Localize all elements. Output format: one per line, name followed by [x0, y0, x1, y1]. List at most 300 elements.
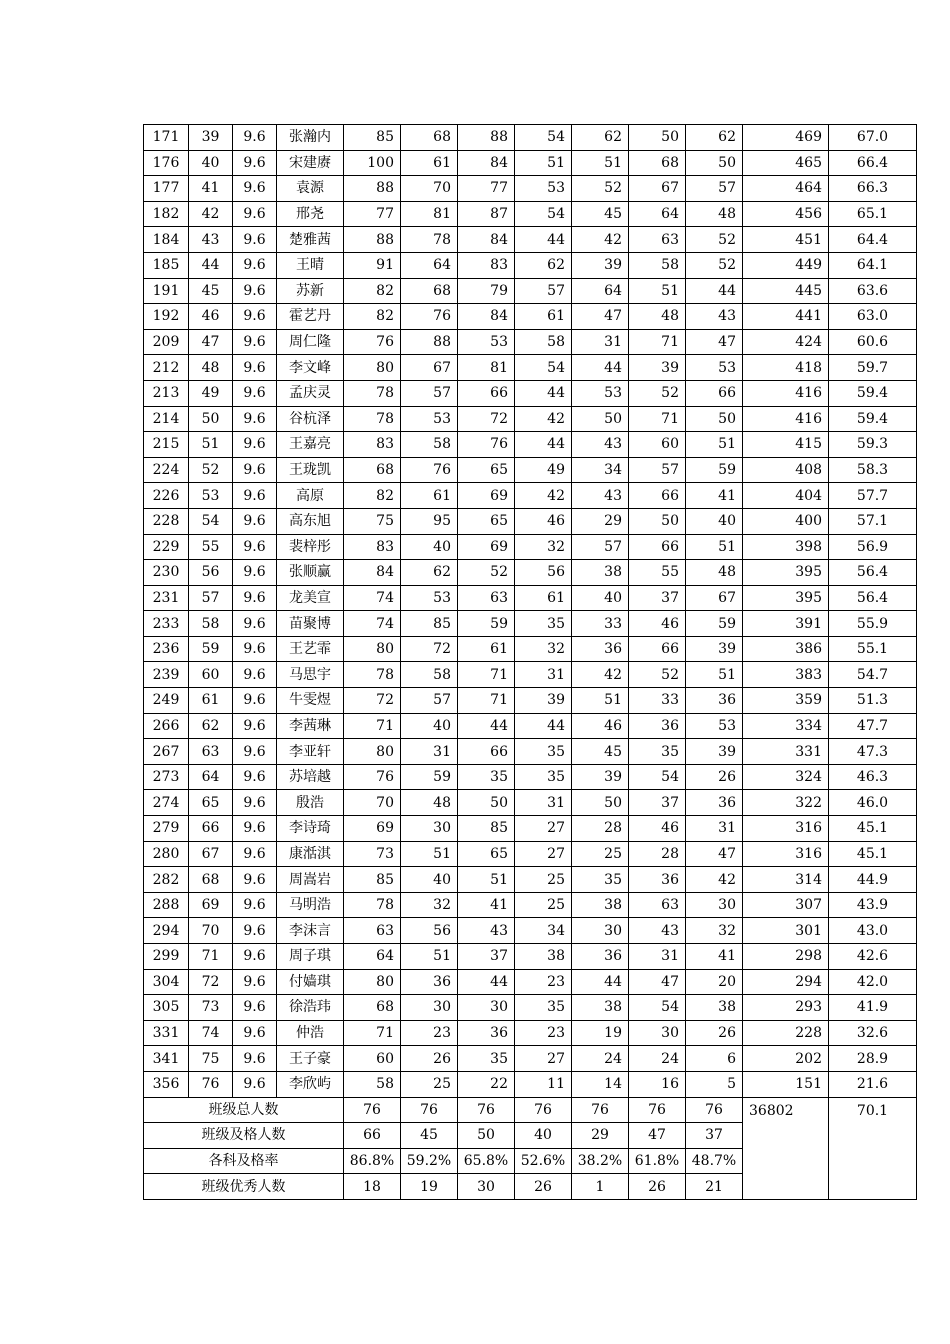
score-cell: 52: [458, 560, 515, 586]
score-cell: 28: [572, 816, 629, 842]
score-cell: 47: [686, 841, 743, 867]
score-cell: 46: [515, 508, 572, 534]
score-cell: 83: [344, 432, 401, 458]
class-rank-cell: 61: [189, 688, 233, 714]
total-cell: 322: [743, 790, 829, 816]
rank-cell: 239: [144, 662, 189, 688]
score-cell: 50: [686, 406, 743, 432]
student-name-cell: 周嵩岩: [277, 867, 344, 893]
average-cell: 42.0: [829, 969, 917, 995]
total-cell: 228: [743, 1020, 829, 1046]
score-cell: 23: [515, 1020, 572, 1046]
score-cell: 36: [629, 867, 686, 893]
score-cell: 84: [344, 560, 401, 586]
rank-cell: 177: [144, 176, 189, 202]
score-cell: 32: [401, 892, 458, 918]
class-cell: 9.6: [233, 867, 277, 893]
score-cell: 61: [401, 483, 458, 509]
score-cell: 41: [686, 944, 743, 970]
score-cell: 53: [686, 713, 743, 739]
student-name-cell: 仲浩: [277, 1020, 344, 1046]
score-cell: 56: [401, 918, 458, 944]
score-cell: 45: [572, 739, 629, 765]
class-rank-cell: 48: [189, 355, 233, 381]
rank-cell: 215: [144, 432, 189, 458]
class-rank-cell: 75: [189, 1046, 233, 1072]
class-rank-cell: 58: [189, 611, 233, 637]
summary-cell: 65.8%: [458, 1148, 515, 1174]
table-row: [144, 1046, 917, 1072]
score-cell: 35: [572, 867, 629, 893]
class-rank-cell: 54: [189, 508, 233, 534]
class-cell: 9.6: [233, 560, 277, 586]
score-cell: 77: [458, 176, 515, 202]
score-cell: 64: [344, 944, 401, 970]
score-cell: 23: [515, 969, 572, 995]
average-cell: 28.9: [829, 1046, 917, 1072]
score-cell: 30: [401, 816, 458, 842]
summary-cell: 47: [629, 1123, 686, 1149]
score-cell: 80: [344, 636, 401, 662]
score-cell: 36: [572, 636, 629, 662]
class-cell: 9.6: [233, 944, 277, 970]
table-row: [144, 816, 917, 842]
score-cell: 78: [344, 380, 401, 406]
score-cell: 14: [572, 1071, 629, 1097]
class-rank-cell: 44: [189, 252, 233, 278]
score-cell: 44: [515, 227, 572, 253]
class-cell: 9.6: [233, 380, 277, 406]
score-cell: 29: [572, 508, 629, 534]
average-cell: 56.9: [829, 534, 917, 560]
total-cell: 441: [743, 304, 829, 330]
score-cell: 91: [344, 252, 401, 278]
summary-cell: 1: [572, 1174, 629, 1200]
class-cell: 9.6: [233, 406, 277, 432]
score-cell: 82: [344, 483, 401, 509]
table-row: [144, 483, 917, 509]
class-cell: 9.6: [233, 1071, 277, 1097]
score-cell: 52: [686, 252, 743, 278]
class-rank-cell: 69: [189, 892, 233, 918]
average-cell: 58.3: [829, 457, 917, 483]
average-cell: 67.0: [829, 125, 917, 151]
score-cell: 79: [458, 278, 515, 304]
total-cell: 404: [743, 483, 829, 509]
score-cell: 39: [572, 764, 629, 790]
table-row: [144, 867, 917, 893]
rank-cell: 280: [144, 841, 189, 867]
class-cell: 9.6: [233, 1020, 277, 1046]
class-cell: 9.6: [233, 432, 277, 458]
score-cell: 82: [344, 278, 401, 304]
average-cell: 44.9: [829, 867, 917, 893]
score-cell: 62: [686, 125, 743, 151]
student-name-cell: 周仁隆: [277, 329, 344, 355]
student-name-cell: 李沫言: [277, 918, 344, 944]
score-cell: 50: [572, 790, 629, 816]
score-cell: 40: [401, 534, 458, 560]
rank-cell: 228: [144, 508, 189, 534]
score-cell: 43: [572, 483, 629, 509]
score-cell: 64: [572, 278, 629, 304]
student-name-cell: 霍艺丹: [277, 304, 344, 330]
total-cell: 416: [743, 406, 829, 432]
score-cell: 43: [686, 304, 743, 330]
score-cell: 65: [458, 508, 515, 534]
table-row: [144, 560, 917, 586]
class-cell: 9.6: [233, 662, 277, 688]
score-cell: 42: [572, 227, 629, 253]
score-rows: [144, 125, 917, 1098]
class-rank-cell: 73: [189, 995, 233, 1021]
score-cell: 70: [344, 790, 401, 816]
summary-cell: 18: [344, 1174, 401, 1200]
score-cell: 57: [629, 457, 686, 483]
score-cell: 63: [458, 585, 515, 611]
table-row: [144, 432, 917, 458]
class-cell: 9.6: [233, 150, 277, 176]
table-row: [144, 1020, 917, 1046]
score-cell: 44: [458, 969, 515, 995]
class-rank-cell: 40: [189, 150, 233, 176]
score-cell: 35: [515, 995, 572, 1021]
average-cell: 66.4: [829, 150, 917, 176]
score-cell: 31: [572, 329, 629, 355]
score-cell: 50: [572, 406, 629, 432]
total-cell: 316: [743, 816, 829, 842]
total-cell: 324: [743, 764, 829, 790]
class-rank-cell: 43: [189, 227, 233, 253]
average-cell: 59.3: [829, 432, 917, 458]
score-cell: 66: [458, 739, 515, 765]
student-name-cell: 楚雅茜: [277, 227, 344, 253]
score-cell: 19: [572, 1020, 629, 1046]
score-cell: 36: [686, 688, 743, 714]
score-cell: 74: [344, 585, 401, 611]
score-cell: 42: [515, 406, 572, 432]
score-cell: 6: [686, 1046, 743, 1072]
score-cell: 49: [515, 457, 572, 483]
score-cell: 51: [515, 150, 572, 176]
student-name-cell: 李诗琦: [277, 816, 344, 842]
total-cell: 359: [743, 688, 829, 714]
summary-cell: 59.2%: [401, 1148, 458, 1174]
score-cell: 52: [572, 176, 629, 202]
score-cell: 74: [344, 611, 401, 637]
score-cell: 69: [458, 534, 515, 560]
score-cell: 54: [629, 764, 686, 790]
score-cell: 38: [572, 560, 629, 586]
score-cell: 44: [572, 969, 629, 995]
score-cell: 58: [629, 252, 686, 278]
total-cell: 456: [743, 201, 829, 227]
summary-cell: 76: [572, 1097, 629, 1123]
score-cell: 76: [401, 304, 458, 330]
score-cell: 52: [629, 662, 686, 688]
score-cell: 88: [458, 125, 515, 151]
class-rank-cell: 53: [189, 483, 233, 509]
student-name-cell: 马明浩: [277, 892, 344, 918]
score-cell: 61: [458, 636, 515, 662]
rank-cell: 305: [144, 995, 189, 1021]
score-cell: 53: [458, 329, 515, 355]
average-cell: 64.4: [829, 227, 917, 253]
student-name-cell: 李欣屿: [277, 1071, 344, 1097]
class-rank-cell: 64: [189, 764, 233, 790]
score-cell: 44: [686, 278, 743, 304]
score-table: [143, 124, 917, 1200]
score-cell: 47: [572, 304, 629, 330]
table-row: [144, 227, 917, 253]
score-cell: 11: [515, 1071, 572, 1097]
average-cell: 45.1: [829, 841, 917, 867]
student-name-cell: 牛雯煜: [277, 688, 344, 714]
total-cell: 334: [743, 713, 829, 739]
student-name-cell: 李文峰: [277, 355, 344, 381]
score-cell: 25: [572, 841, 629, 867]
score-cell: 38: [572, 995, 629, 1021]
rank-cell: 249: [144, 688, 189, 714]
rank-cell: 171: [144, 125, 189, 151]
class-rank-cell: 60: [189, 662, 233, 688]
score-cell: 27: [515, 1046, 572, 1072]
score-cell: 35: [515, 764, 572, 790]
score-cell: 31: [686, 816, 743, 842]
table-row: [144, 918, 917, 944]
total-cell: 415: [743, 432, 829, 458]
score-cell: 68: [401, 278, 458, 304]
score-cell: 67: [401, 355, 458, 381]
summary-cell: 40: [515, 1123, 572, 1149]
table-row: [144, 892, 917, 918]
score-cell: 25: [515, 892, 572, 918]
class-rank-cell: 51: [189, 432, 233, 458]
score-cell: 35: [458, 1046, 515, 1072]
rank-cell: 356: [144, 1071, 189, 1097]
student-name-cell: 王嘉亮: [277, 432, 344, 458]
score-cell: 30: [401, 995, 458, 1021]
table-row: [144, 662, 917, 688]
class-cell: 9.6: [233, 764, 277, 790]
score-cell: 58: [515, 329, 572, 355]
summary-cell: 26: [515, 1174, 572, 1200]
class-rank-cell: 59: [189, 636, 233, 662]
score-cell: 41: [686, 483, 743, 509]
score-cell: 44: [515, 432, 572, 458]
score-cell: 52: [686, 227, 743, 253]
average-cell: 57.7: [829, 483, 917, 509]
score-cell: 76: [344, 764, 401, 790]
total-cell: 445: [743, 278, 829, 304]
rank-cell: 230: [144, 560, 189, 586]
score-cell: 37: [458, 944, 515, 970]
table-row: [144, 585, 917, 611]
rank-cell: 209: [144, 329, 189, 355]
total-cell: 331: [743, 739, 829, 765]
score-cell: 50: [686, 150, 743, 176]
score-cell: 52: [629, 380, 686, 406]
summary-cell: 76: [686, 1097, 743, 1123]
student-name-cell: 苗聚博: [277, 611, 344, 637]
score-cell: 64: [401, 252, 458, 278]
score-cell: 38: [515, 944, 572, 970]
score-cell: 42: [572, 662, 629, 688]
class-cell: 9.6: [233, 1046, 277, 1072]
class-rank-cell: 39: [189, 125, 233, 151]
score-cell: 78: [344, 406, 401, 432]
summary-cell: 48.7%: [686, 1148, 743, 1174]
score-cell: 71: [344, 713, 401, 739]
table-row: [144, 355, 917, 381]
class-cell: 9.6: [233, 201, 277, 227]
score-cell: 69: [344, 816, 401, 842]
class-rank-cell: 46: [189, 304, 233, 330]
score-cell: 88: [401, 329, 458, 355]
class-rank-cell: 55: [189, 534, 233, 560]
rank-cell: 331: [144, 1020, 189, 1046]
class-cell: 9.6: [233, 816, 277, 842]
total-cell: 307: [743, 892, 829, 918]
table-row: [144, 739, 917, 765]
total-cell: 449: [743, 252, 829, 278]
score-cell: 57: [686, 176, 743, 202]
score-cell: 35: [515, 611, 572, 637]
score-cell: 54: [515, 355, 572, 381]
score-cell: 62: [401, 560, 458, 586]
student-name-cell: 裴梓彤: [277, 534, 344, 560]
score-cell: 51: [686, 432, 743, 458]
class-rank-cell: 67: [189, 841, 233, 867]
score-cell: 43: [572, 432, 629, 458]
score-cell: 57: [401, 688, 458, 714]
total-cell: 398: [743, 534, 829, 560]
class-rank-cell: 50: [189, 406, 233, 432]
class-cell: 9.6: [233, 278, 277, 304]
total-cell: 316: [743, 841, 829, 867]
score-cell: 78: [401, 227, 458, 253]
score-cell: 22: [458, 1071, 515, 1097]
class-rank-cell: 47: [189, 329, 233, 355]
student-name-cell: 袁源: [277, 176, 344, 202]
score-cell: 58: [401, 662, 458, 688]
average-cell: 64.1: [829, 252, 917, 278]
summary-cell: 76: [629, 1097, 686, 1123]
table-row: [144, 841, 917, 867]
rank-cell: 191: [144, 278, 189, 304]
rank-cell: 213: [144, 380, 189, 406]
average-cell: 54.7: [829, 662, 917, 688]
score-cell: 40: [401, 867, 458, 893]
score-cell: 81: [458, 355, 515, 381]
score-cell: 78: [344, 892, 401, 918]
rank-cell: 231: [144, 585, 189, 611]
score-cell: 83: [344, 534, 401, 560]
score-cell: 42: [515, 483, 572, 509]
average-cell: 56.4: [829, 585, 917, 611]
score-cell: 36: [686, 790, 743, 816]
summary-rows: [144, 1097, 917, 1199]
class-cell: 9.6: [233, 841, 277, 867]
class-cell: 9.6: [233, 125, 277, 151]
summary-cell: 61.8%: [629, 1148, 686, 1174]
score-cell: 27: [515, 816, 572, 842]
score-cell: 33: [572, 611, 629, 637]
student-name-cell: 康湉淇: [277, 841, 344, 867]
score-cell: 84: [458, 304, 515, 330]
summary-total-row: [144, 1097, 917, 1123]
average-cell: 59.4: [829, 406, 917, 432]
average-cell: 46.3: [829, 764, 917, 790]
score-cell: 53: [572, 380, 629, 406]
class-cell: 9.6: [233, 611, 277, 637]
student-name-cell: 苏培越: [277, 764, 344, 790]
score-cell: 32: [515, 534, 572, 560]
score-cell: 85: [458, 816, 515, 842]
summary-label: 班级总人数: [144, 1097, 344, 1123]
score-cell: 25: [401, 1071, 458, 1097]
score-cell: 26: [401, 1046, 458, 1072]
score-cell: 65: [458, 457, 515, 483]
score-cell: 36: [401, 969, 458, 995]
average-cell: 57.1: [829, 508, 917, 534]
rank-cell: 233: [144, 611, 189, 637]
table-row: [144, 764, 917, 790]
total-cell: 469: [743, 125, 829, 151]
score-cell: 57: [515, 278, 572, 304]
score-cell: 34: [515, 918, 572, 944]
total-cell: 294: [743, 969, 829, 995]
score-cell: 36: [629, 713, 686, 739]
average-cell: 59.4: [829, 380, 917, 406]
score-cell: 48: [401, 790, 458, 816]
class-cell: 9.6: [233, 534, 277, 560]
student-name-cell: 殷浩: [277, 790, 344, 816]
score-cell: 46: [629, 816, 686, 842]
average-cell: 41.9: [829, 995, 917, 1021]
table-row: [144, 278, 917, 304]
score-cell: 51: [629, 278, 686, 304]
score-cell: 39: [515, 688, 572, 714]
score-cell: 38: [686, 995, 743, 1021]
average-cell: 66.3: [829, 176, 917, 202]
average-cell: 60.6: [829, 329, 917, 355]
score-cell: 23: [401, 1020, 458, 1046]
rank-cell: 226: [144, 483, 189, 509]
table-row: [144, 125, 917, 151]
summary-cell: 30: [458, 1174, 515, 1200]
rank-cell: 224: [144, 457, 189, 483]
score-cell: 24: [629, 1046, 686, 1072]
score-cell: 31: [401, 739, 458, 765]
score-cell: 88: [344, 227, 401, 253]
score-cell: 75: [344, 508, 401, 534]
score-cell: 50: [458, 790, 515, 816]
student-name-cell: 王子豪: [277, 1046, 344, 1072]
score-cell: 46: [629, 611, 686, 637]
score-cell: 39: [686, 739, 743, 765]
summary-cell: 29: [572, 1123, 629, 1149]
table-row: [144, 176, 917, 202]
total-cell: 395: [743, 560, 829, 586]
student-name-cell: 马思宇: [277, 662, 344, 688]
score-cell: 61: [515, 585, 572, 611]
rank-cell: 274: [144, 790, 189, 816]
score-cell: 51: [572, 688, 629, 714]
average-cell: 32.6: [829, 1020, 917, 1046]
score-cell: 50: [629, 125, 686, 151]
total-cell: 383: [743, 662, 829, 688]
